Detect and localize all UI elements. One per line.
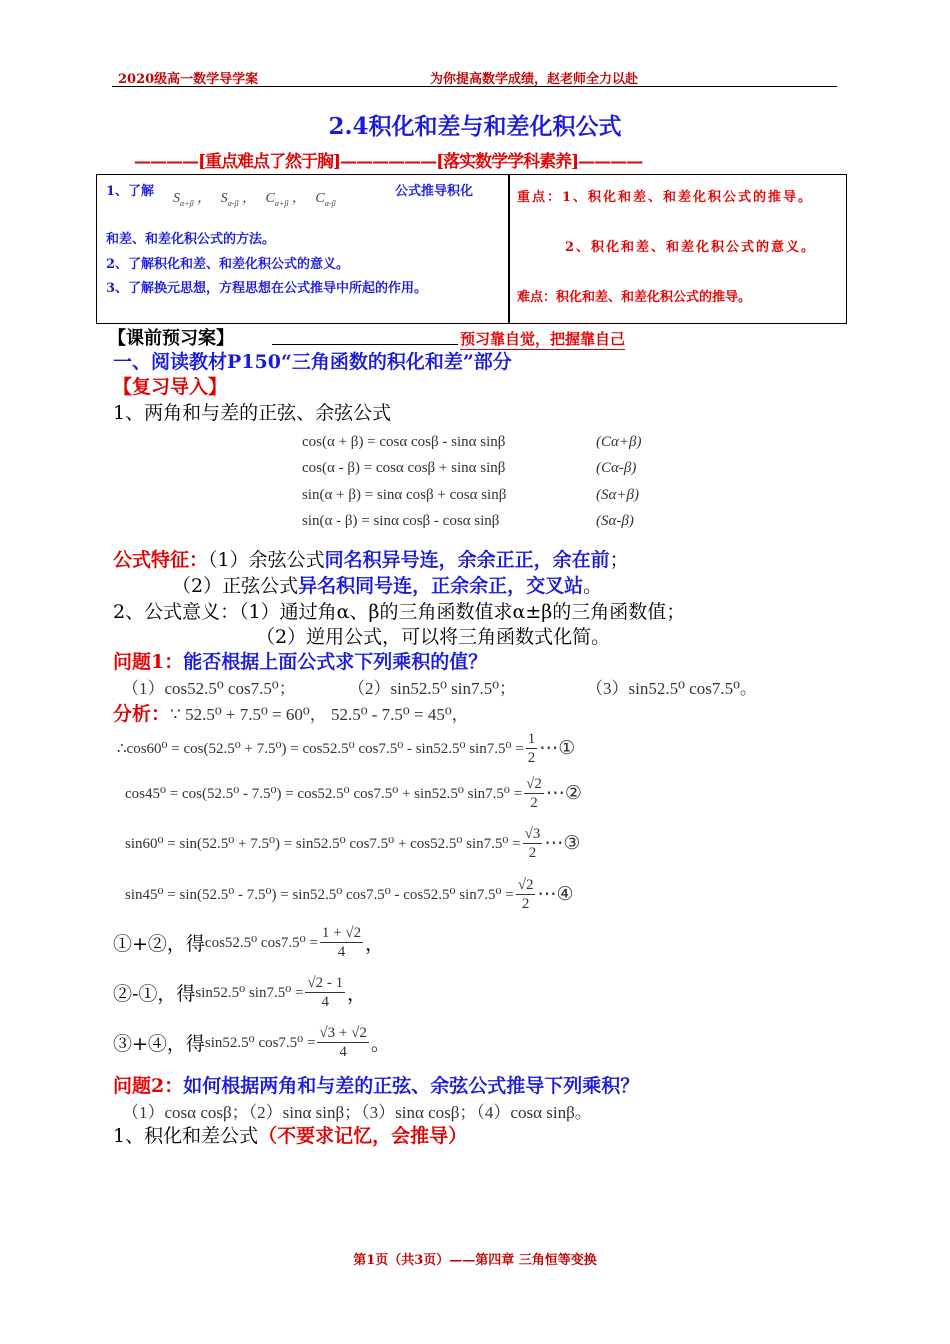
equation-1: ∴cos60⁰ = cos(52.5⁰ + 7.5⁰) = cos52.5⁰ cos7.5⁰ - sin52.5⁰ sin7.5⁰ = $\frac{1}{2}$ ⋯①	[117, 731, 576, 766]
result-2: ②-①，得 sin52.5⁰ sin7.5⁰ = $\frac{√2 - 1}{4}$ ，	[113, 975, 367, 1010]
formula-cos-diff: cos(α - β) = cosα cosβ + sinα sinβ	[302, 460, 506, 476]
objective-1-cont: 和差、和差化积公式的方法。	[106, 232, 276, 247]
q2-parts: （1）cosα cosβ；（2）sinα sinβ；（3）sinα cosβ；（4）cosα sinβ。	[122, 1103, 592, 1122]
section-banner: ————[重点难点了然于胸]——————[落实数学学科素养]————	[134, 152, 643, 172]
formula-cos-sum: cos(α + β) = cosα cosβ - sinα sinβ	[302, 434, 506, 450]
features-line-1: 公式特征：（1）余弦公式同名积异号连，余余正正，余在前；	[113, 549, 629, 571]
keypoint-difficulty: 难点：积化和差、和差化积公式的推导。	[517, 290, 752, 305]
objective-1: 1、了解	[106, 184, 155, 199]
preview-slogan: 预习靠自觉，把握靠自己	[460, 330, 626, 348]
preview-rule	[272, 344, 458, 345]
formula-sin-sum: sin(α + β) = sinα cosβ + cosα sinβ	[302, 487, 507, 503]
question-1: 问题1：能否根据上面公式求下列乘积的值？	[113, 651, 488, 673]
keypoint-2: 2、积化和差、和差化积公式的意义。	[565, 240, 817, 255]
formula-tag: (Sα+β)	[596, 487, 639, 503]
page-title: 2.4积化和差与和差化积公式	[328, 113, 622, 140]
objective-3: 3、了解换元思想，方程思想在公式推导中所起的作用。	[106, 281, 428, 296]
formula-tag: (Cα+β)	[596, 434, 642, 450]
section-heading: 一、阅读教材P150“三角函数的积化和差”部分	[113, 351, 512, 373]
objectives-box	[96, 174, 510, 324]
result-3: ③+④，得 sin52.5⁰ cos7.5⁰ = $\frac{√3 + √2}{4}$ 。	[113, 1025, 390, 1060]
header-right: 为你提高数学成绩，赵老师全力以赴	[430, 72, 639, 87]
q1-part-1: （1）cos52.5⁰ cos7.5⁰；	[122, 679, 296, 698]
q1-part-2: （2）sin52.5⁰ sin7.5⁰；	[348, 679, 517, 698]
keypoints-box	[508, 174, 847, 324]
formula-tag: (Cα-β)	[596, 460, 637, 476]
question-2: 问题2：如何根据两角和与差的正弦、余弦公式推导下列乘积？	[113, 1075, 640, 1097]
objective-2: 2、了解积化和差、和差化积公式的意义。	[106, 257, 350, 272]
page-footer: 第1页（共3页）——第四章 三角恒等变换	[353, 1253, 597, 1268]
features-line-2: （2）正弦公式异名积同号连，正余余正，交叉站。	[172, 575, 603, 597]
equation-3: sin60⁰ = sin(52.5⁰ + 7.5⁰) = sin52.5⁰ cos7.5⁰ + cos52.5⁰ sin7.5⁰ = $\frac{√3}{2}$ ⋯③	[125, 826, 581, 861]
review-heading: 【复习导入】	[113, 376, 228, 398]
q1-part-3: （3）sin52.5⁰ cos7.5⁰。	[586, 679, 757, 698]
formulas-heading: 1、两角和与差的正弦、余弦公式	[113, 402, 392, 424]
product-to-sum-heading: 1、积化和差公式（不要求记忆，会推导）	[113, 1125, 468, 1147]
formula-sin-diff: sin(α - β) = sinα cosβ - cosα sinβ	[302, 513, 500, 529]
keypoint-1: 重点：1、积化和差、和差化积公式的推导。	[517, 190, 814, 205]
analysis: 分析：∵ 52.5⁰ + 7.5⁰ = 60⁰， 52.5⁰ - 7.5⁰ = 45⁰，	[113, 703, 469, 725]
equation-2: cos45⁰ = cos(52.5⁰ - 7.5⁰) = cos52.5⁰ cos7.5⁰ + sin52.5⁰ sin7.5⁰ = $\frac{√2}{2}$ ⋯②	[125, 776, 582, 811]
meaning-line-1: 2、公式意义：（1）通过角α、β的三角函数值求α±β的三角函数值；	[113, 601, 686, 623]
header-left: 2020级高一数学导学案	[118, 72, 259, 87]
objective-1-suffix: 公式推导积化	[395, 184, 474, 199]
meaning-line-2: （2）逆用公式，可以将三角函数式化简。	[256, 626, 611, 648]
header-rule	[112, 86, 837, 87]
objective-symbols: $S_{\alpha+\beta}$ ， $S_{\alpha-\beta}$ ， $C_{\alpha+\beta}$ ， $C_{\alpha-\beta}$	[173, 191, 336, 208]
formula-tag: (Sα-β)	[596, 513, 634, 529]
equation-4: sin45⁰ = sin(52.5⁰ - 7.5⁰) = sin52.5⁰ cos7.5⁰ - cos52.5⁰ sin7.5⁰ = $\frac{√2}{2}$ ⋯④	[125, 877, 574, 912]
preview-label: 【课前预习案】	[108, 328, 234, 349]
result-1: ①+②，得 cos52.5⁰ cos7.5⁰ = $\frac{1 + √2}{4}$ ，	[113, 925, 385, 960]
